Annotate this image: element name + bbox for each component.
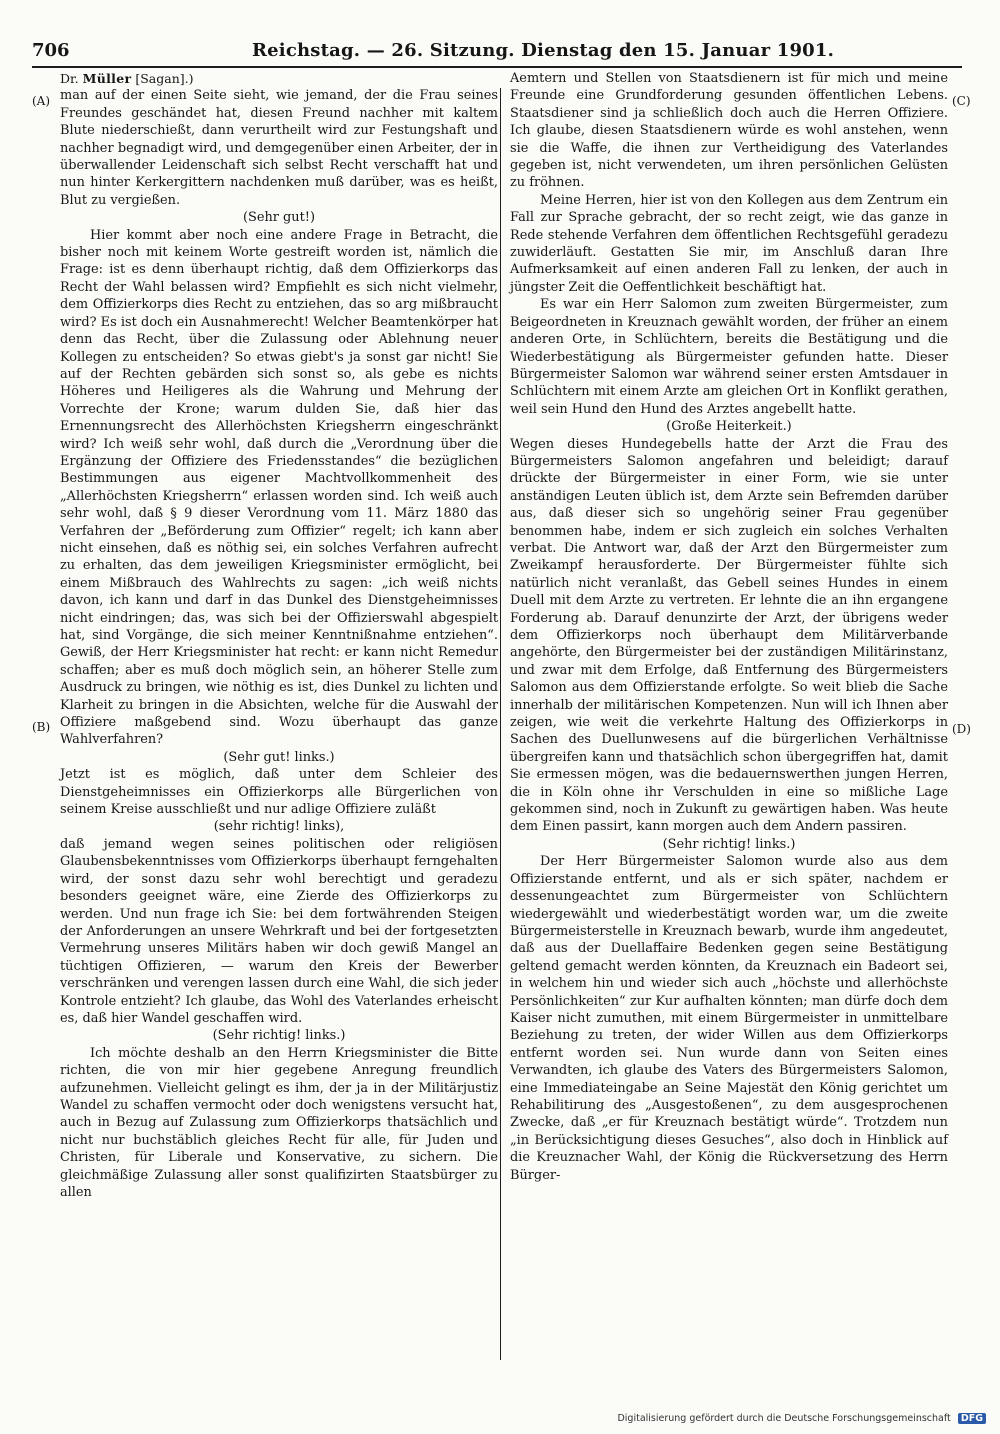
paragraph: Jetzt ist es möglich, daß unter dem Schleier des Dienstgeheimnisses ein Offizierkorps alle Bürgerlichen von seinem Kreise ausschließt und nur adlige Offiziere zuläßt <box>60 767 498 818</box>
interjection: (Sehr richtig! links.) <box>212 1028 346 1044</box>
margin-mark-c: (C) <box>952 94 971 108</box>
paragraph: Aemtern und Stellen von Staatsdienern ist für mich und meine Freunde eine Grundforderung gesunden öffentlichen Lebens. Staatsdiener sind ja schließlich doch auch die Herren Offiziere. Ich glaube, diesen Staatsdienern würde es wohl anstehen, wenn sie die Waffe, die ihnen zur Vertheidigung des Vaterlandes gegeben ist, nicht verwendeten, um ihren persönlichen Gelüsten zu fröhnen. <box>510 71 948 191</box>
speaker-prefix: Dr. <box>60 71 79 86</box>
paragraph: Es war ein Herr Salomon zum zweiten Bürgermeister, zum Beigeordneten in Kreuznach gewählt worden, der früher an einem anderen Orte, in Schlüchtern, bereits die Bestätigung und die Wiederbestätigung als Bürgermeister gefunden hatte. Dieser Bürgermeister Salomon war während seiner ersten Amtsdauer in Schlüchtern mit einem Arzte am gleichen Ort in Konflikt gerathen, weil sein Hund den Hund des Arztes angebellt hatte. <box>510 297 948 417</box>
paragraph: Wegen dieses Hundegebells hatte der Arzt die Frau des Bürgermeisters Salomon angefahren und beleidigt; darauf drückte der Bürgermeister in einer Form, wie sie unter anständigen Leuten üblich ist, dem Arzte sein Befremden darüber aus, daß dieser sich so ungehörig seiner Frau gegenüber benommen habe, indem er sich zugleich ein solches Verhalten verbat. Die Antwort war, daß der Arzt den Bürgermeister zum Zweikampf herausforderte. Der Bürgermeister fühlte sich natürlich nicht veranlaßt, das Gebell seines Hundes in einem Duell mit dem Arzte zu vertreten. Er lehnte die an ihn ergangene Forderung ab. Darauf denunzirte der Arzt, der übrigens weder dem Offizierkorps noch überhaupt dem Militärverbande angehörte, den Bürgermeister bei der zuständigen Militärinstanz, und zwar mit dem Erfolge, daß Entfernung des Bürgermeisters Salomon aus dem Offizierstande erfolgte. So weit blieb die Sache innerhalb der militärischen Kompetenzen. Nun will ich Ihnen aber zeigen, wie weit die verkehrte Haltung des Offizierkorps in Sachen des Duellunwesens auf die bürgerlichen Verhältnisse übergreifen kann und thatsächlich schon übergegriffen hat, damit Sie ermessen mögen, was die bedauernswerthen jungen Herren, die in Köln ohne ihr Verschulden in eine so mißliche Lage gekommen sind, noch in Zukunft zu gewärtigen haben. Was heute dem Einen passirt, kann morgen auch dem Andern passiren. <box>510 436 948 835</box>
margin-mark-b: (B) <box>32 720 51 734</box>
column-divider <box>500 88 501 1360</box>
left-column <box>60 70 498 1201</box>
right-column <box>510 70 948 1184</box>
interjection: (Sehr richtig! links.) <box>662 836 796 852</box>
margin-mark-a: (A) <box>32 94 51 108</box>
paragraph: daß jemand wegen seines politischen oder religiösen Glaubensbekenntnisses vom Offizierkorps überhaupt ferngehalten wird, der sonst dazu sehr wohl berechtigt und geradezu besonders geeignet wäre, eine Zierde des Offizierkorps zu werden. Und nun frage ich Sie: bei dem fortwährenden Steigen der Anforderungen an unsere Wehrkraft und bei der fortgesetzten Vermehrung unseres Militärs haben wir doch gewiß Mangel an tüchtigen Offizieren, — warum den Kreis der Bewerber verschränken und verengen lassen durch eine Wahl, die sich jeder Kontrole entzieht? Ich glaube, das Wohl des Vaterlandes erheischt es, daß hier Wandel geschaffen wird. <box>60 836 498 1026</box>
interjection: (sehr richtig! links), <box>213 819 345 835</box>
paragraph: Ich möchte deshalb an den Herrn Kriegsminister die Bitte richten, die von mir hier gegebene Anregung freundlich aufzunehmen. Vielleicht gelingt es ihm, der ja in der Militärjustiz Wandel zu schaffen vermocht oder doch wenigstens versucht hat, auch in Bezug auf Zulassung zum Offizierkorps thatsächlich und nicht nur buchstäblich gleiches Recht für alle, für Juden und Christen, für Liberale und Konservative, zu sichern. Die gleichmäßige Zulassung aller sonst qualifizirten Staatsbürger zu allen <box>60 1045 498 1200</box>
digitization-credit <box>617 1413 986 1424</box>
dfg-logo-icon: DFG <box>958 1413 986 1424</box>
paragraph: Hier kommt aber noch eine andere Frage in Betracht, die bisher noch mit keinem Worte gestreift worden ist, nämlich die Frage: ist es denn überhaupt richtig, daß dem Offizierkorps das Recht der Wahl belassen wird? Empfiehlt es sich nicht vielmehr, dem Offizierkorps dies Recht zu entziehen, das so arg mißbraucht wird? Es ist doch ein Ausnahmerecht! Welcher Beamtenkörper hat denn das Recht, über die Zulassung oder Ablehnung neuer Kollegen zu entscheiden? So etwas giebt's ja sonst gar nicht! Sie auf der Rechten gebärden sich sonst so, als gebe es nichts Höheres und Heiligeres als die Wahrung und Mehrung der Vorrechte der Krone; warum dulden Sie, daß hier das Ernennungsrecht des Allerhöchsten Kriegsherrn eingeschränkt wird? Ich weiß sehr wohl, daß durch die „Verordnung über die Ergänzung der Offiziere des Friedensstandes“ die bezüglichen Bestimmungen aus eigener Machtvollkommenheit des „Allerhöchsten Kriegsherrn“ erlassen worden sind. Ich weiß auch sehr wohl, daß § 9 dieser Verordnung vom 11. März 1880 das Verfahren der „Beförderung zum Offizier“ regelt; ich kann aber nicht einsehen, daß es nöthig sei, ein solches Verfahren aufrecht zu erhalten, das dem jeweiligen Kriegsminister ermöglicht, bei einem Mißbrauch des Wahlrechts zu sagen: „ich weiß nichts davon, ich kann und darf in das Dunkel des Dienstgeheimnisses nicht eindringen; das, was sich bei der Offizierswahl abgespielt hat, sind Vorgänge, die sich meiner Kenntnißnahme entziehen“. Gewiß, der Herr Kriegsminister hat recht: er kann nicht Remedur schaffen; aber es muß doch möglich sein, an höherer Stelle zum Ausdruck zu bringen, wie nöthig es ist, dies Dunkel zu lichten und Klarheit zu bringen in die Absichten, welche für die Auswahl der Offiziere maßgebend sind. Wozu überhaupt das ganze Wahlverfahren? <box>60 227 498 748</box>
interjection: (Sehr gut! links.) <box>223 749 335 765</box>
paragraph: man auf der einen Seite sieht, wie jemand, der die Frau seines Freundes geschändet hat, diesen Freund nachher mit kaltem Blute niederschießt, dann verurtheilt wird zur Festungshaft und nachher begnadigt wird, und demgegenüber einen Arbeiter, der in überwallender Leidenschaft sich selbst Recht verschafft hat und nun hinter Kerkergittern nachdenken muß darüber, was es heißt, Blut zu vergießen. <box>60 88 498 208</box>
paragraph: Der Herr Bürgermeister Salomon wurde also aus dem Offizierstande entfernt, und als er sich später, nachdem er dessenungeachtet zum Bürgermeister von Schlüchtern wiedergewählt und wiederbestätigt worden war, um die zweite Bürgermeisterstelle in Kreuznach bewarb, wurde ihm angedeutet, daß aus der Duellaffaire Bedenken gegen seine Bestätigung geltend gemacht werden könnten, da Kreuznach ein Badeort sei, in welchem hin und wieder sich auch „höchste und allerhöchste Persönlichkeiten“ zur Kur aufhalten könnten; man dürfe doch dem Kaiser nicht zumuthen, mit einem Bürgermeister in unmittelbare Beziehung zu treten, der wider Willen aus dem Offizierkorps entfernt worden sei. Nun wurde dann von Seiten eines Verwandten, ich glaube des Vaters des Bürgermeisters Salomon, eine Immediateingabe an Seine Majestät den König gerichtet um Rehabilitirung des „Ausgestoßenen“, zu dem ausgesprochenen Zwecke, daß „er für Kreuznach bestätigt würde“. Trotzdem nun „in Berücksichtigung dieses Gesuches“, also doch in Hinblick auf die Kreuznacher Wahl, der König die Rückversetzung des Herrn Bürger- <box>510 854 948 1183</box>
paragraph: Meine Herren, hier ist von den Kollegen aus dem Zentrum ein Fall zur Sprache gebracht, der so recht zeigt, wie das ganze in Rede stehende Verfahren dem öffentlichen Rechtsgefühl geradezu zuwiderläuft. Gestatten Sie mir, im Anschluß daran Ihre Aufmerksamkeit auf einen anderen Fall zu lenken, der auch in jüngster Zeit die Oeffentlichkeit beschäftigt hat. <box>510 192 948 295</box>
speaker-line <box>60 70 498 87</box>
page-number: 706 <box>32 40 70 61</box>
interjection: (Sehr gut!) <box>243 210 315 226</box>
speaker-suffix: [Sagan].) <box>135 71 194 86</box>
header-rule <box>32 66 962 68</box>
margin-mark-d: (D) <box>952 722 971 736</box>
credit-text: Digitalisierung gefördert durch die Deutsche Forschungsgemeinschaft <box>617 1413 951 1424</box>
speaker-name: Müller <box>82 71 132 86</box>
page-header <box>32 40 962 66</box>
running-head: Reichstag. — 26. Sitzung. Dienstag den 15. Januar 1901. <box>252 40 835 61</box>
interjection: (Große Heiterkeit.) <box>666 419 792 435</box>
